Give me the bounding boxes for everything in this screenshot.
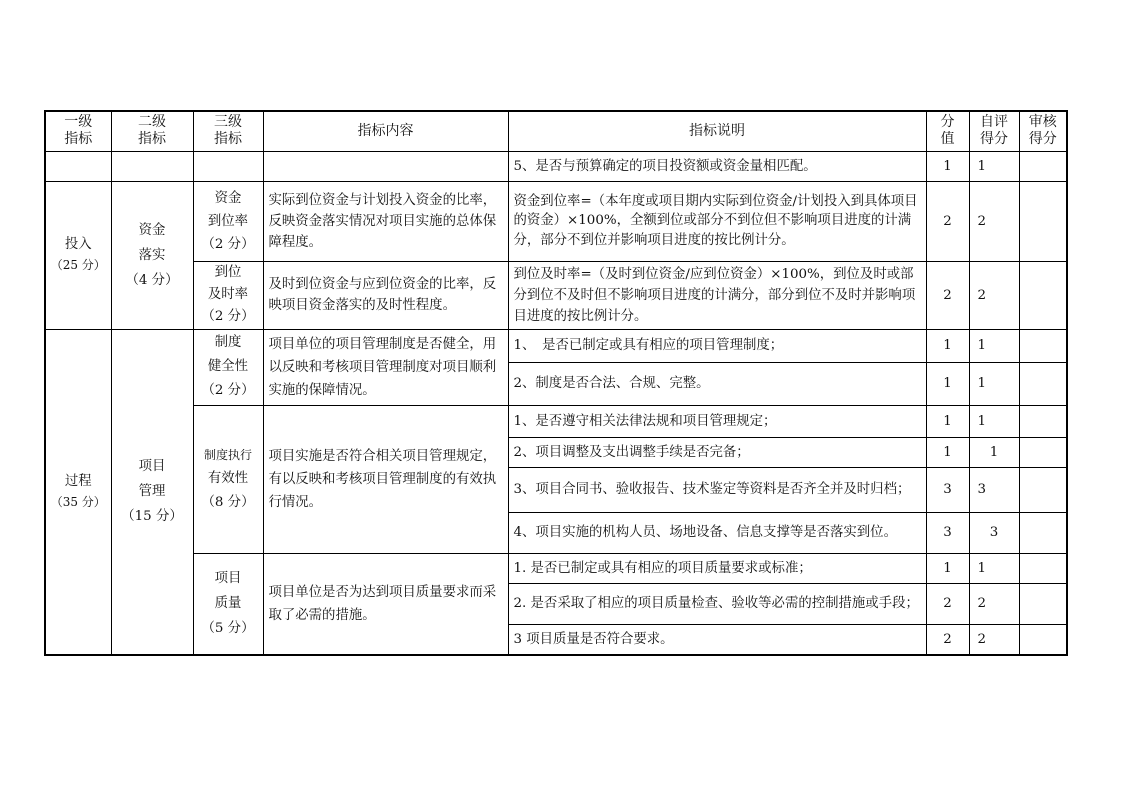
- explain-cell: 2、项目调整及支出调整手续是否完备；: [508, 437, 926, 467]
- audit-score-cell: [1019, 151, 1067, 181]
- evaluation-table: [44, 110, 1068, 656]
- empty-cell: [111, 151, 193, 181]
- table-row: [45, 329, 1067, 362]
- score-cell: 2: [926, 261, 969, 329]
- explain-cell: 4、项目实施的机构人员、场地设备、信息支撑等是否落实到位。: [508, 512, 926, 553]
- score-cell: 3: [926, 512, 969, 553]
- content-cell: 项目实施是否符合相关项目管理规定，有以反映和考核项目管理制度的有效执行情况。: [263, 405, 508, 553]
- level2-fund: [111, 181, 193, 329]
- audit-score-cell: [1019, 437, 1067, 467]
- level3-effect: [193, 405, 263, 553]
- level3-quality: [193, 553, 263, 655]
- empty-cell: [193, 151, 263, 181]
- level1-process-name: 过程: [64, 473, 92, 489]
- level3-effect-l2: 有效性: [207, 471, 249, 486]
- explain-cell: 3 项目质量是否符合要求。: [508, 624, 926, 655]
- score-cell: 1: [926, 362, 969, 405]
- explain-cell: 2. 是否采取了相应的项目质量检查、验收等必需的控制措施或手段；: [508, 583, 926, 624]
- self-score-cell: 1: [969, 405, 1019, 437]
- content-cell: 及时到位资金与应到位资金的比率，反映项目资金落实的及时性程度。: [263, 261, 508, 329]
- level1-input-name: 投入: [64, 237, 92, 252]
- self-score-cell: 1: [969, 362, 1019, 405]
- level2-fund-name2: 落实: [138, 247, 166, 263]
- explain-cell: 1. 是否已制定或具有相应的项目质量要求或标准；: [508, 553, 926, 583]
- table-row: [45, 553, 1067, 583]
- audit-score-cell: [1019, 362, 1067, 405]
- explain-cell: 2、制度是否合法、合规、完整。: [508, 362, 926, 405]
- level3-rate-l1: 资金: [214, 190, 242, 206]
- score-cell: 1: [926, 553, 969, 583]
- level2-mgmt-points: （15 分）: [121, 509, 183, 525]
- level2-mgmt-name2: 管理: [138, 484, 166, 500]
- level3-quality-l1: 项目: [214, 571, 242, 587]
- header-score: 分 值: [926, 111, 969, 151]
- header-row: [45, 111, 1067, 151]
- score-cell: 1: [926, 405, 969, 437]
- level3-system-l1: 制度: [214, 335, 242, 350]
- level3-timely-l1: 到位: [214, 265, 242, 280]
- header-level2: 二级 指标: [111, 111, 193, 151]
- score-cell: 1: [926, 329, 969, 362]
- self-score-cell: 3: [969, 467, 1019, 512]
- score-cell: 2: [926, 583, 969, 624]
- level3-system-points: （2 分）: [201, 383, 255, 398]
- header-level3: 三级 指标: [193, 111, 263, 151]
- level1-input: [45, 181, 111, 329]
- audit-score-cell: [1019, 181, 1067, 261]
- level2-fund-name1: 资金: [138, 222, 166, 238]
- score-cell: 2: [926, 624, 969, 655]
- score-cell: 1: [926, 437, 969, 467]
- audit-score-cell: [1019, 405, 1067, 437]
- table-row: [45, 181, 1067, 261]
- content-cell: 项目单位的项目管理制度是否健全，用以反映和考核项目管理制度对项目顺利实施的保障情况。: [263, 329, 508, 405]
- score-cell: 3: [926, 467, 969, 512]
- level3-rate-l2: 到位率: [207, 213, 249, 229]
- self-score-cell: 2: [969, 261, 1019, 329]
- level3-timely-l2: 及时率: [207, 287, 249, 302]
- header-self: 自评 得分: [969, 111, 1019, 151]
- level3-timely-points: （2 分）: [201, 309, 255, 324]
- header-content: 指标内容: [263, 111, 508, 151]
- level2-mgmt: [111, 329, 193, 655]
- level1-process: [45, 329, 111, 655]
- explain-cell: 1、是否遵守相关法律法规和项目管理规定；: [508, 405, 926, 437]
- audit-score-cell: [1019, 512, 1067, 553]
- content-cell: 项目单位是否为达到项目质量要求而采取了必需的措施。: [263, 553, 508, 655]
- self-score-cell: 1: [969, 553, 1019, 583]
- level3-timely: [193, 261, 263, 329]
- level2-mgmt-name1: 项目: [138, 459, 166, 475]
- audit-score-cell: [1019, 583, 1067, 624]
- score-cell: 2: [926, 181, 969, 261]
- explain-cell: 1、 是否已制定或具有相应的项目管理制度；: [508, 329, 926, 362]
- score-cell: 1: [926, 151, 969, 181]
- self-score-cell: 2: [969, 624, 1019, 655]
- audit-score-cell: [1019, 624, 1067, 655]
- content-cell: 实际到位资金与计划投入资金的比率，反映资金落实情况对项目实施的总体保障程度。: [263, 181, 508, 261]
- level2-fund-points: （4 分）: [125, 272, 179, 288]
- self-score-cell: 2: [969, 583, 1019, 624]
- header-audit: 审核 得分: [1019, 111, 1067, 151]
- audit-score-cell: [1019, 261, 1067, 329]
- self-score-cell: 2: [969, 181, 1019, 261]
- audit-score-cell: [1019, 553, 1067, 583]
- explain-cell: 3、项目合同书、验收报告、技术鉴定等资料是否齐全并及时归档；: [508, 467, 926, 512]
- level3-effect-l1: 制度执行: [203, 448, 252, 462]
- level3-effect-points: （8 分）: [201, 495, 255, 510]
- empty-cell: [45, 151, 111, 181]
- level3-system-l2: 健全性: [207, 359, 249, 374]
- self-score-cell: 3: [969, 512, 1019, 553]
- level3-quality-l2: 质量: [214, 596, 242, 612]
- header-explain: 指标说明: [508, 111, 926, 151]
- table-row: [45, 261, 1067, 329]
- explain-cell: 5、是否与预算确定的项目投资额或资金量相匹配。: [508, 151, 926, 181]
- level1-input-points: （25 分）: [50, 258, 106, 272]
- audit-score-cell: [1019, 329, 1067, 362]
- table-row: [45, 405, 1067, 437]
- empty-cell: [263, 151, 508, 181]
- level3-quality-points: （5 分）: [201, 621, 255, 637]
- self-score-cell: 1: [969, 151, 1019, 181]
- header-level1: 一级 指标: [45, 111, 111, 151]
- explain-cell: 到位及时率=（及时到位资金/应到位资金）×100%，到位及时或部分到位不及时但不影响项目进度的计满分，部分到位不及时并影响项目进度的按比例计分。: [508, 261, 926, 329]
- level3-system: [193, 329, 263, 405]
- explain-cell: 资金到位率=（本年度或项目期内实际到位资金/计划投入到具体项目的资金）×100%，全额到位或部分不到位但不影响项目进度的计满分，部分不到位并影响项目进度的按比例计分。: [508, 181, 926, 261]
- table-row: [45, 151, 1067, 181]
- audit-score-cell: [1019, 467, 1067, 512]
- self-score-cell: 1: [969, 437, 1019, 467]
- self-score-cell: 1: [969, 329, 1019, 362]
- level1-process-points: （35 分）: [50, 494, 106, 509]
- level3-rate-points: （2 分）: [201, 236, 255, 252]
- level3-rate: [193, 181, 263, 261]
